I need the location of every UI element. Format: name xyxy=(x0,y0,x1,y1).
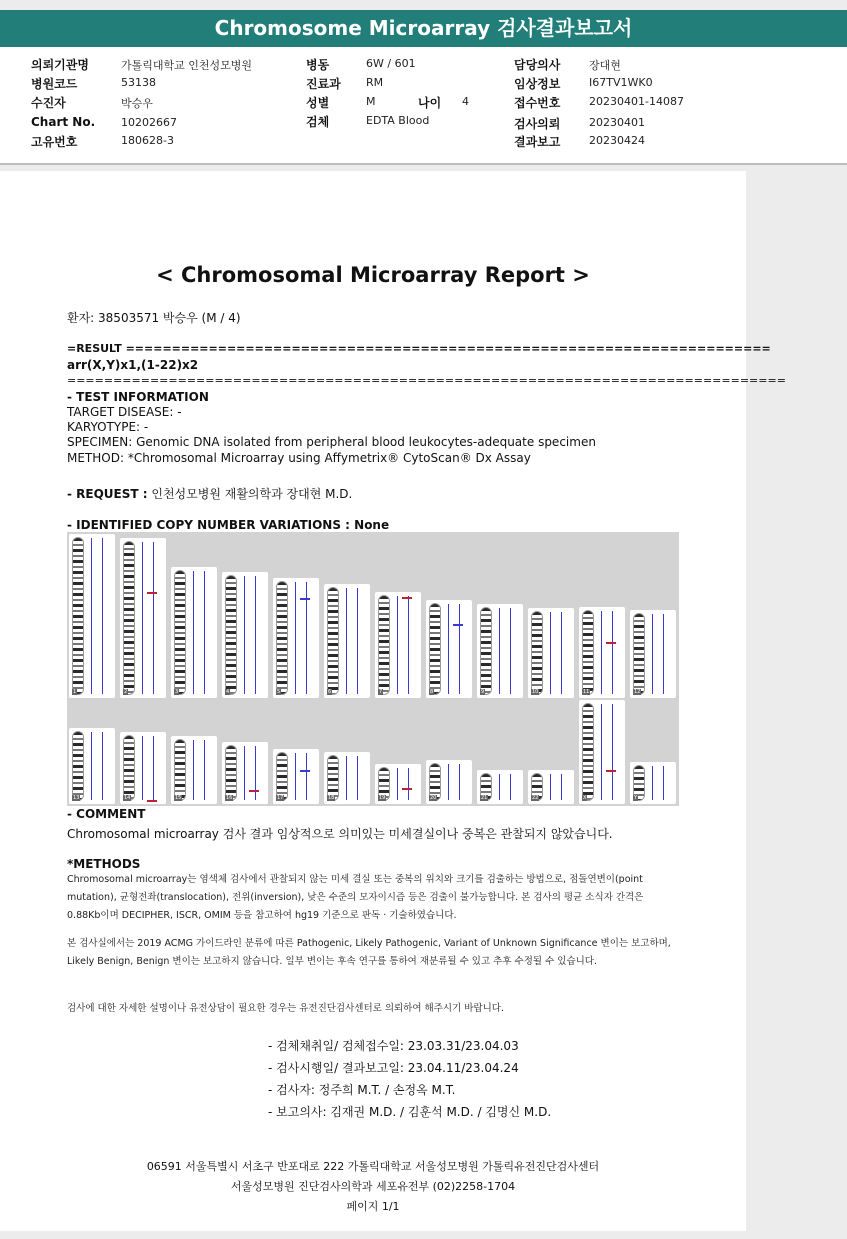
methods-paragraph-3: 검사에 대한 자세한 설명이나 유전상담이 필요한 경우는 유전진단검사센터로 의뢰하여 해주시기 바랍니다. xyxy=(67,1003,505,1014)
methods-paragraph-1: Chromosomal microarray는 염색체 검사에서 관찰되지 않는 미세 결실 또는 중복의 위치와 크기를 검출하는 방법으로, 점돌연변이(point mutation), 균형전좌(translocation), 전위(inversion), 낮은 수준의 모자이시즘 등은 검출이 불가능합니다. 본 검사의 평균 소식자 간격은 0.88Kb이며 DECIPHER, ISCR, OMIM 등을 참고하여 hg19 기준으로 판독 · 기술하였습니다. xyxy=(67,874,644,921)
chromosome-22 xyxy=(528,770,574,804)
result-heading: =RESULT ====================================================================== xyxy=(67,342,771,355)
chromosome-ideogram xyxy=(480,607,492,695)
chromosome-11 xyxy=(579,607,625,698)
info-value-sex: M xyxy=(366,95,376,108)
segment-marker xyxy=(606,770,616,772)
chromosome-label: 11 xyxy=(583,689,590,695)
patient-info-panel xyxy=(0,47,847,165)
chromosome-label: 17 xyxy=(277,795,284,801)
copy-number-line xyxy=(357,756,358,800)
info-label-sex: 성별 xyxy=(306,96,330,110)
date-item-collection: - 검체채취일/ 검체접수일: 23.03.31/23.04.03 xyxy=(268,1039,519,1053)
chromosome-label: 18 xyxy=(328,795,335,801)
chromosome-19 xyxy=(375,764,421,804)
info-label-hospital-code: 병원코드 xyxy=(31,77,78,91)
info-label-accession-no: 접수번호 xyxy=(514,96,561,110)
copy-number-line xyxy=(612,704,613,800)
chromosome-ideogram xyxy=(72,537,84,695)
result-value: arr(X,Y)x1,(1-22)x2 xyxy=(67,358,199,372)
chromosome-16 xyxy=(222,742,268,804)
copy-number-line xyxy=(510,608,511,694)
specimen-info: SPECIMEN: Genomic DNA isolated from peripheral blood leukocytes-adequate specimen xyxy=(67,435,596,449)
chromosome-3 xyxy=(171,567,217,698)
info-value-doctor: 장대현 xyxy=(589,59,621,72)
chromosome-label: 7 xyxy=(379,689,383,695)
segment-marker xyxy=(147,592,157,594)
chromosome-7 xyxy=(375,592,421,698)
copy-number-line xyxy=(459,604,460,694)
methods-paragraph-2: 본 검사실에서는 2019 ACMG 가이드라인 분류에 따른 Pathogenic, Likely Pathogenic, Variant of Unknown Significance 변이는 보고하며, Likely Benign, Benign 변이는 보고하지 않습니다. 일부 변이는 후속 연구를 통하여 재분류될 수 있고 추후 수정될 수 있습니다. xyxy=(67,938,671,967)
chromosome-13 xyxy=(69,728,115,804)
info-value-patient: 박승우 xyxy=(121,97,153,110)
target-disease: TARGET DISEASE: - xyxy=(67,405,182,419)
cnv-heading: - IDENTIFIED COPY NUMBER VARIATIONS : None xyxy=(67,518,390,532)
chromosome-2 xyxy=(120,538,166,698)
copy-number-line xyxy=(408,596,409,694)
info-value-ward: 6W / 601 xyxy=(366,57,416,70)
chromosome-ideogram xyxy=(72,731,84,801)
info-label-patient: 수진자 xyxy=(31,96,66,110)
chromosome-ideogram xyxy=(633,613,645,695)
copy-number-line xyxy=(612,611,613,694)
chromosome-6 xyxy=(324,584,370,698)
chromosome-ideogram xyxy=(327,587,339,695)
info-label-ward: 병동 xyxy=(306,58,330,72)
segment-marker xyxy=(453,624,463,626)
info-value-specimen: EDTA Blood xyxy=(366,114,430,127)
copy-number-line xyxy=(459,764,460,800)
chromosome-ideogram xyxy=(123,735,135,801)
chromosome-label: 14 xyxy=(124,795,131,801)
info-label-department: 진료과 xyxy=(306,77,341,91)
chromosome-ideogram xyxy=(378,595,390,695)
info-label-age: 나이 xyxy=(418,96,442,110)
copy-number-line xyxy=(204,740,205,800)
chromosome-12 xyxy=(630,610,676,698)
copy-number-line xyxy=(153,542,154,694)
copy-number-line xyxy=(652,614,653,694)
footer-department: 서울성모병원 진단검사의학과 세포유전부 (02)2258-1704 xyxy=(230,1180,516,1193)
chromosome-Y xyxy=(630,762,676,804)
comment-heading: - COMMENT xyxy=(67,807,146,821)
info-label-institution: 의뢰기관명 xyxy=(31,58,89,72)
copy-number-line xyxy=(306,753,307,800)
chromosome-label: 3 xyxy=(175,689,179,695)
footer-page-number: 페이지 1/1 xyxy=(346,1200,400,1213)
chromosome-label: 16 xyxy=(226,795,233,801)
info-label-chart-no: Chart No. xyxy=(31,115,96,129)
info-value-age: 4 xyxy=(462,95,469,108)
method-info: METHOD: *Chromosomal Microarray using Affymetrix® CytoScan® Dx Assay xyxy=(67,451,531,465)
methods-heading: *METHODS xyxy=(67,857,141,871)
info-label-specimen: 검체 xyxy=(306,115,330,129)
info-value-department: RM xyxy=(366,76,384,89)
copy-number-line xyxy=(244,576,245,694)
chromosome-label: 13 xyxy=(73,795,80,801)
chromosome-18 xyxy=(324,752,370,804)
copy-number-line xyxy=(561,774,562,800)
copy-number-line xyxy=(193,740,194,800)
copy-number-line xyxy=(499,608,500,694)
request-line xyxy=(67,485,352,502)
chromosome-ideogram xyxy=(225,745,237,801)
copy-number-line xyxy=(295,582,296,694)
copy-number-line xyxy=(663,614,664,694)
chromosome-ideogram xyxy=(531,611,543,695)
chromosome-ideogram xyxy=(429,603,441,695)
copy-number-line xyxy=(346,588,347,694)
chromosome-label: 5 xyxy=(277,689,281,695)
chromosome-label: 20 xyxy=(430,795,437,801)
chromosome-ideogram xyxy=(174,739,186,801)
date-item-test: - 검사시행일/ 결과보고일: 23.04.11/23.04.24 xyxy=(268,1061,519,1075)
copy-number-line xyxy=(204,571,205,694)
copy-number-line xyxy=(397,768,398,800)
info-label-unique-no: 고유번호 xyxy=(31,135,78,149)
copy-number-line xyxy=(499,774,500,800)
info-value-hospital-code: 53138 xyxy=(121,76,156,89)
chromosome-label: Y xyxy=(634,795,638,801)
info-value-clinical-info: I67TV1WK0 xyxy=(589,76,653,89)
chromosome-label: 6 xyxy=(328,689,332,695)
chromosome-label: 19 xyxy=(379,795,386,801)
chromosome-label: 12 xyxy=(634,689,641,695)
copy-number-line xyxy=(601,704,602,800)
chromosome-9 xyxy=(477,604,523,698)
chromosome-label: 2 xyxy=(124,689,128,695)
segment-marker xyxy=(300,598,310,600)
report-title: < Chromosomal Microarray Report > xyxy=(156,263,590,287)
copy-number-line xyxy=(142,736,143,800)
copy-number-line xyxy=(561,612,562,694)
chromosome-15 xyxy=(171,736,217,804)
patient-line: 환자: 38503571 박승우 (M / 4) xyxy=(67,311,241,325)
copy-number-line xyxy=(244,746,245,800)
chromosome-label: 10 xyxy=(532,689,539,695)
chromosome-ideogram xyxy=(582,610,594,695)
chromosome-label: X xyxy=(583,795,587,801)
chromosome-ideogram xyxy=(174,570,186,695)
copy-number-line xyxy=(663,766,664,800)
reporting-doctor-item: - 보고의사: 김재권 M.D. / 김훈석 M.D. / 김명신 M.D. xyxy=(268,1105,552,1119)
report-header-title: Chromosome Microarray 검사결과보고서 xyxy=(0,10,847,47)
chromosome-label: 21 xyxy=(481,795,488,801)
copy-number-line xyxy=(550,774,551,800)
segment-marker xyxy=(402,597,412,599)
info-value-accession-no: 20230401-14087 xyxy=(589,95,684,108)
chromosome-label: 8 xyxy=(430,689,434,695)
report-page xyxy=(0,171,786,1231)
info-label-clinical-info: 임상정보 xyxy=(514,77,561,91)
result-separator: ============================================================================== xyxy=(67,374,786,387)
copy-number-line xyxy=(652,766,653,800)
info-value-request-date: 20230401 xyxy=(589,116,645,129)
chromosome-label: 15 xyxy=(175,795,182,801)
comment-text: Chromosomal microarray 검사 결과 임상적으로 의미있는 미세결실이나 중복은 관찰되지 않았습니다. xyxy=(67,827,613,841)
request-label: - REQUEST : xyxy=(67,487,148,501)
info-value-unique-no: 180628-3 xyxy=(121,134,174,147)
copy-number-line xyxy=(346,756,347,800)
segment-marker xyxy=(249,790,259,792)
footer-address: 06591 서울특별시 서초구 반포대로 222 가톨릭대학교 서울성모병원 가톨릭유전진단검사센터 xyxy=(146,1160,600,1173)
copy-number-line xyxy=(357,588,358,694)
chromosome-5 xyxy=(273,578,319,698)
copy-number-line xyxy=(397,596,398,694)
info-value-report-date: 20230424 xyxy=(589,134,645,147)
copy-number-line xyxy=(448,604,449,694)
info-label-request-date: 검사의뢰 xyxy=(514,117,561,131)
copy-number-line xyxy=(601,611,602,694)
chromosome-20 xyxy=(426,760,472,804)
copy-number-line xyxy=(255,576,256,694)
request-value: 인천성모병원 재활의학과 장대현 M.D. xyxy=(151,487,353,501)
segment-marker xyxy=(300,770,310,772)
info-value-institution: 가톨릭대학교 인천성모병원 xyxy=(121,59,253,72)
chromosome-17 xyxy=(273,749,319,804)
copy-number-line xyxy=(295,753,296,800)
karyogram-image xyxy=(67,532,679,806)
info-value-chart-no: 10202667 xyxy=(121,116,177,129)
tester-item: - 검사자: 정주희 M.T. / 손정옥 M.T. xyxy=(268,1083,456,1097)
chromosome-label: 1 xyxy=(73,689,77,695)
test-info-heading: - TEST INFORMATION xyxy=(67,390,209,404)
copy-number-line xyxy=(142,542,143,694)
chromosome-8 xyxy=(426,600,472,698)
chromosome-ideogram xyxy=(123,541,135,695)
copy-number-line xyxy=(91,732,92,800)
chromosome-X xyxy=(579,700,625,804)
chromosome-label: 9 xyxy=(481,689,485,695)
copy-number-line xyxy=(193,571,194,694)
chromosome-label: 22 xyxy=(532,795,539,801)
info-label-report-date: 결과보고 xyxy=(514,135,561,149)
chromosome-ideogram xyxy=(276,581,288,695)
copy-number-line xyxy=(510,774,511,800)
chromosome-label: 4 xyxy=(226,689,230,695)
segment-marker xyxy=(402,788,412,790)
chromosome-ideogram xyxy=(276,752,288,801)
segment-marker xyxy=(147,800,157,802)
chromosome-ideogram xyxy=(225,575,237,695)
copy-number-line xyxy=(550,612,551,694)
karyotype: KARYOTYPE: - xyxy=(67,420,149,434)
chromosome-21 xyxy=(477,770,523,804)
copy-number-line xyxy=(102,732,103,800)
copy-number-line xyxy=(408,768,409,800)
chromosome-1 xyxy=(69,534,115,698)
chromosome-4 xyxy=(222,572,268,698)
copy-number-line xyxy=(153,736,154,800)
copy-number-line xyxy=(448,764,449,800)
info-label-doctor: 담당의사 xyxy=(514,58,561,72)
chromosome-ideogram xyxy=(582,703,594,801)
copy-number-line xyxy=(102,538,103,694)
copy-number-line xyxy=(91,538,92,694)
chromosome-10 xyxy=(528,608,574,698)
chromosome-14 xyxy=(120,732,166,804)
segment-marker xyxy=(606,642,616,644)
